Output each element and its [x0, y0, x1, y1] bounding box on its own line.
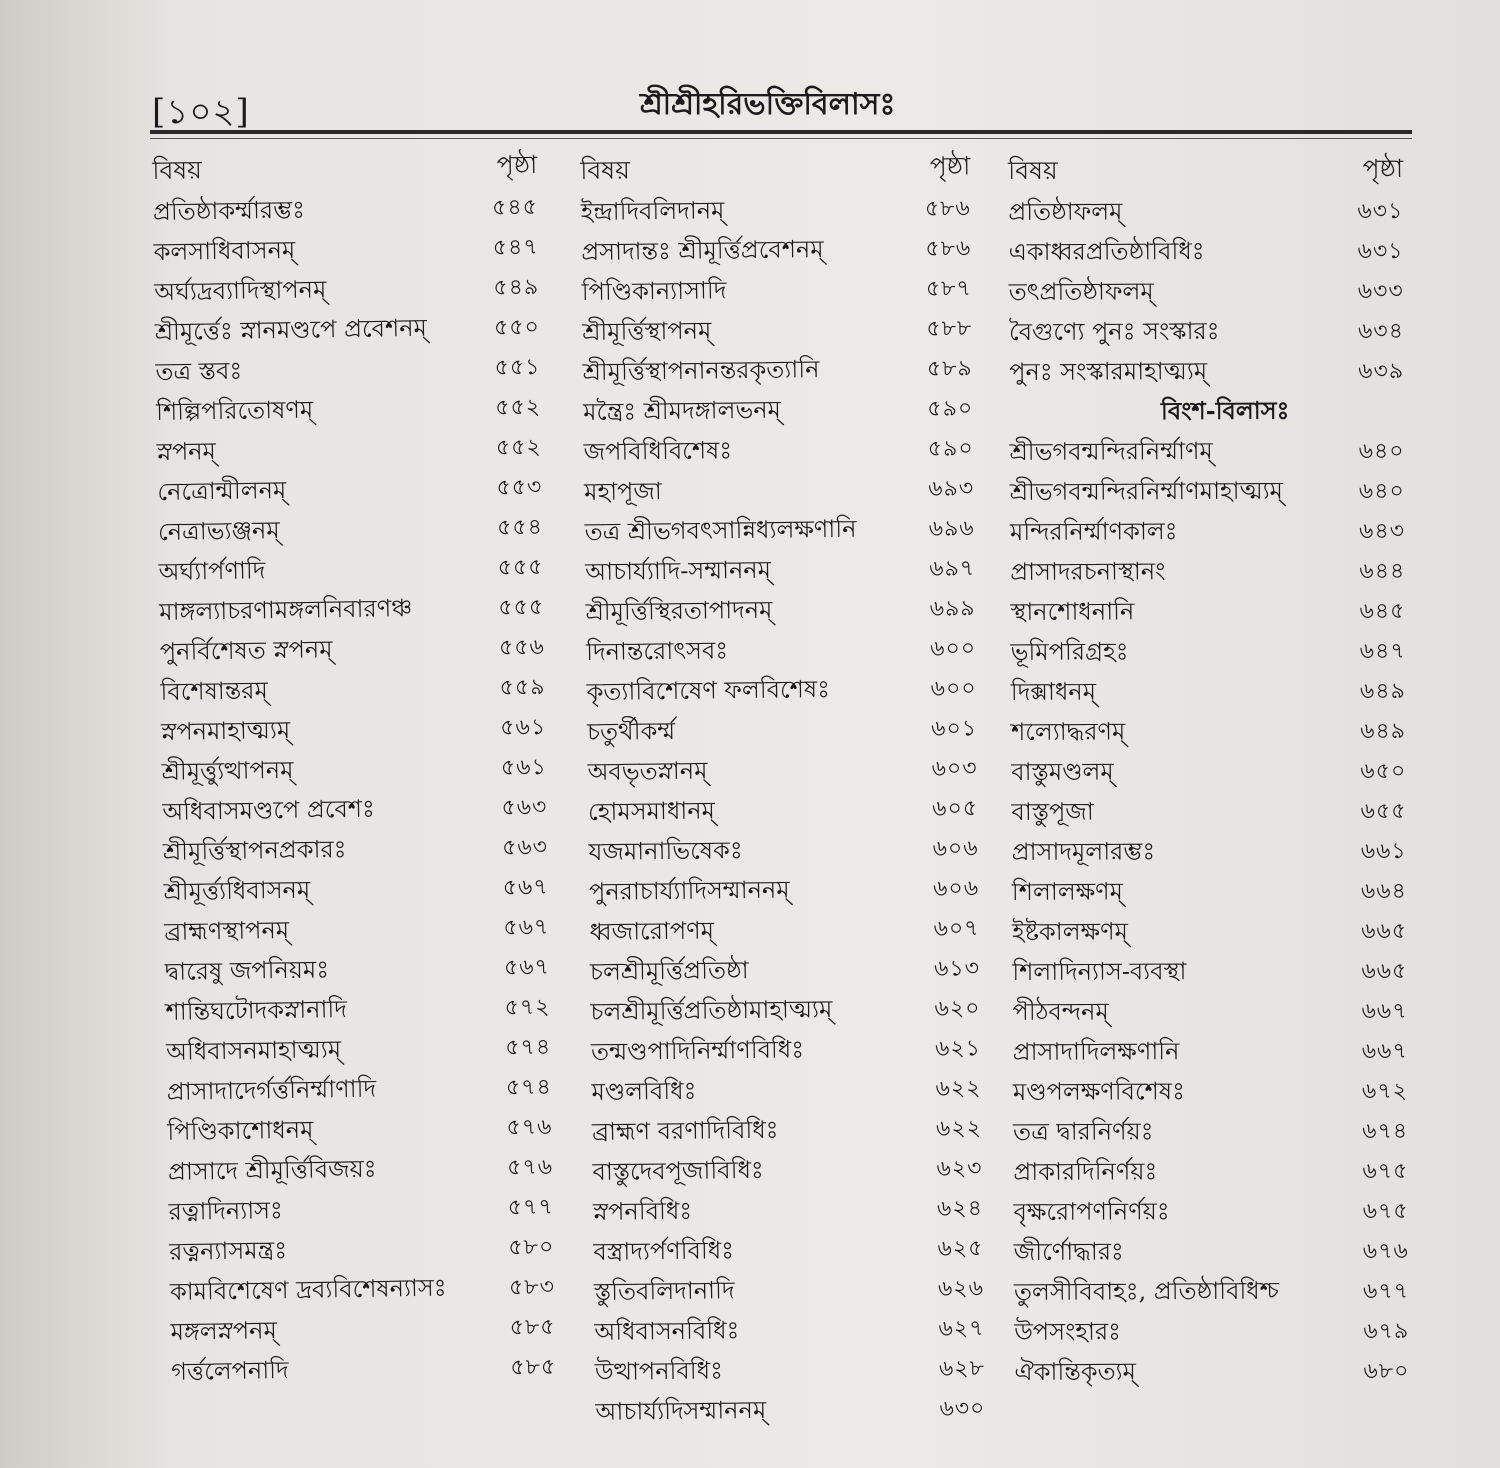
- entry-page: ৬২১: [934, 1035, 982, 1062]
- entry-title: মাঙ্গল্যাচরণামঙ্গলনিবারণঞ্চ: [159, 593, 413, 626]
- toc-entry: [1012, 872, 1407, 914]
- entry-title: শ্রীমূর্ত্তিস্থাপনপ্রকারঃ: [162, 835, 347, 866]
- entry-page: ৬৬১: [1360, 838, 1407, 864]
- entry-page: ৬০৩: [931, 755, 978, 782]
- toc-entry: [593, 1189, 983, 1234]
- entry-title: ঐকান্তিকৃত্যম্: [1014, 1357, 1137, 1386]
- header-rule-thin: [150, 138, 1412, 139]
- entry-title: রত্নন্যাসমন্ত্রঃ: [169, 1236, 288, 1266]
- entry-list: [1008, 192, 1409, 1394]
- entry-title: যজমানাভিষেকঃ: [588, 836, 743, 866]
- toc-entry: [1009, 432, 1404, 474]
- entry-title: স্নপনম্: [156, 437, 217, 466]
- section-heading: [1009, 392, 1404, 434]
- entry-title: অবভৃতস্নানম্: [587, 756, 708, 786]
- entry-page: ৬৯৯: [929, 595, 976, 622]
- entry-page: ৬৪৯: [1360, 718, 1407, 744]
- entry-title: অধিবাসনবিধিঃ: [594, 1316, 740, 1346]
- entry-page: ৫৮৫: [510, 1354, 557, 1381]
- entry-title: অধিবাসমণ্ডপে প্রবেশঃ: [162, 794, 376, 826]
- entry-page: ৫৯০: [927, 435, 974, 462]
- entry-title: প্রাসাদমূলারম্ভঃ: [1011, 837, 1156, 866]
- entry-page: ৬৬৫: [1361, 918, 1408, 944]
- toc-entry: [594, 1269, 984, 1314]
- entry-title: বৃক্ষরোপণনির্ণয়ঃ: [1013, 1197, 1170, 1226]
- entry-page: ৫৭৬: [506, 1114, 553, 1141]
- toc-entry: [591, 1029, 981, 1074]
- entry-page: ৬২৩: [936, 1155, 983, 1182]
- entry-title: প্রাসাদাদের্গর্ত্তনির্ম্মাণাদি: [166, 1074, 377, 1106]
- toc-entry: [1012, 952, 1407, 994]
- entry-page: ৬২২: [935, 1115, 983, 1142]
- entry-title: ব্রাহ্মণস্থাপনম্: [164, 915, 290, 946]
- toc-entry: [595, 1349, 985, 1394]
- toc-entry: [1011, 672, 1406, 714]
- entry-title: শ্রীভগবন্মন্দিরনির্ম্মাণমাহাত্ম্যম্: [1009, 476, 1284, 506]
- entry-page: ৫৭৬: [506, 1154, 554, 1181]
- entry-page: ৫৮০: [508, 1234, 555, 1261]
- entry-title: পুনঃ সংস্কারমাহাত্ম্যম্: [1009, 356, 1208, 386]
- toc-entry: [155, 348, 541, 394]
- toc-entry: [583, 389, 973, 434]
- toc-entry: [1013, 1192, 1408, 1234]
- entry-page: ৫৮৭: [925, 275, 972, 302]
- entry-page: ৬৩৯: [1358, 358, 1405, 384]
- entry-page: ৬৫০: [1360, 758, 1407, 784]
- entry-page: ৬৪৫: [1359, 598, 1406, 624]
- entry-title: শ্রীমূর্ত্তিস্থাপনানন্তরকৃত্যানি: [582, 355, 820, 386]
- toc-entry: [583, 429, 973, 474]
- entry-page: ৬৮০: [1363, 1358, 1410, 1384]
- entry-page: ৬২২: [935, 1075, 982, 1102]
- entry-page: ৫৫১: [494, 354, 541, 381]
- toc-entry: [581, 189, 971, 234]
- toc-entry: [1009, 272, 1404, 314]
- entry-title: শ্রীমূর্ত্ত্যধিবাসনম্: [163, 875, 311, 906]
- toc-entry: [590, 989, 980, 1034]
- toc-entry: [1012, 832, 1407, 874]
- entry-page: ৬৯৩: [928, 475, 975, 502]
- entry-title: শিল্পিপরিতোষণম্: [155, 395, 314, 426]
- entry-title: উত্থাপনবিধিঃ: [594, 1356, 724, 1386]
- entry-page: ৬০০: [930, 675, 977, 702]
- entry-page: ৫৬৩: [501, 794, 548, 821]
- entry-title: আচার্য্যাদি-সম্মাননম্: [584, 555, 772, 586]
- entry-title: শ্রীমূর্ত্তেঃ স্নানমণ্ডপে প্রবেশনম্: [154, 313, 428, 346]
- toc-entry: [170, 1308, 556, 1354]
- entry-title: চলশ্রীমূর্ত্তিপ্রতিষ্ঠা: [589, 956, 749, 986]
- entry-page: ৫৫৯: [499, 674, 546, 701]
- entry-page: ৫৪৭: [492, 234, 539, 261]
- entry-page: ৬২০: [934, 995, 981, 1022]
- toc-entry: [592, 1109, 982, 1154]
- toc-entry: [593, 1229, 983, 1274]
- entry-page: ৬২৫: [937, 1235, 984, 1262]
- entry-page: ৬৪৪: [1359, 558, 1406, 584]
- entry-page: ৬০৫: [932, 795, 979, 822]
- toc-entry: [158, 508, 544, 554]
- entry-title: প্রতিষ্ঠাকর্ম্মারম্ভঃ: [152, 195, 306, 226]
- toc-entry: [582, 269, 972, 314]
- entry-page: ৫৬৩: [501, 834, 549, 861]
- entry-title: পিণ্ডিকান্যাসাদি: [581, 276, 727, 306]
- entry-title: চতুর্থীকর্ম্ম: [586, 716, 676, 746]
- entry-page: ৬২৭: [938, 1315, 985, 1342]
- entry-title: শিলাদিন্যাস-ব্যবস্থা: [1012, 957, 1187, 986]
- entry-title: রত্নাদিন্যাসঃ: [168, 1196, 284, 1226]
- toc-entry: [160, 668, 546, 714]
- toc-entry: [1014, 1272, 1409, 1314]
- entry-title: দিনান্তরোৎসবঃ: [585, 636, 729, 666]
- entry-page: ৬২৮: [938, 1355, 986, 1382]
- toc-entry: [1011, 752, 1406, 794]
- toc-entry: [595, 1389, 985, 1434]
- subject-label: বিষয়: [580, 155, 631, 185]
- toc-entry: [164, 908, 550, 954]
- entry-title: শিলালক্ষণম্: [1011, 877, 1124, 906]
- entry-page: ৬৩০: [939, 1395, 986, 1422]
- toc-entry: [160, 628, 546, 674]
- subject-label: বিষয়: [1008, 155, 1058, 185]
- entry-title: স্নপনমাহাত্ম্যম্: [160, 715, 291, 746]
- entry-page: ৫৭৪: [505, 1074, 552, 1101]
- entry-page: ৬৯৭: [929, 555, 976, 582]
- toc-entry: [589, 869, 979, 914]
- toc-entry: [153, 228, 539, 274]
- entry-title: মঙ্গলস্নপনম্: [170, 1316, 278, 1346]
- entry-title: কৃত্যাবিশেষেণ ফলবিশেষঃ: [586, 674, 831, 706]
- entry-page: ৫৭২: [504, 994, 551, 1021]
- entry-title: জীর্ণোদ্ধারঃ: [1013, 1237, 1124, 1266]
- entry-page: ৬৩১: [1357, 238, 1404, 264]
- toc-entry: [584, 509, 974, 554]
- entry-title: উপসংহারঃ: [1014, 1317, 1122, 1346]
- entry-page: ৫৬১: [500, 754, 547, 781]
- entry-page: ৬৪০: [1358, 478, 1405, 504]
- header-rule: [150, 130, 1412, 134]
- entry-title: স্নপনবিধিঃ: [592, 1196, 693, 1226]
- toc-entry: [590, 949, 980, 994]
- toc-entry: [158, 548, 544, 594]
- entry-page: ৫৫৪: [496, 514, 544, 541]
- entry-title: নেত্রোন্মীলনম্: [157, 475, 287, 506]
- toc-entry: [586, 629, 976, 674]
- toc-entry: [154, 268, 540, 314]
- entry-title: মন্ত্রৈঃ শ্রীমদঙ্গালভনম্: [583, 395, 782, 426]
- toc-entry: [1010, 472, 1405, 514]
- entry-title: তুলসীবিবাহঃ, প্রতিষ্ঠাবিধিশ্চ: [1013, 1276, 1279, 1306]
- entry-title: মহাপূজা: [584, 477, 662, 506]
- toc-entry: [171, 1348, 557, 1394]
- entry-page: ৫৬৭: [502, 874, 549, 901]
- entry-page: ৬২৪: [936, 1195, 984, 1222]
- entry-title: কামবিশেষেণ দ্রব্যবিশেষন্যাসঃ: [169, 1273, 447, 1306]
- entry-title: দ্বারেষু জপনিয়মঃ: [164, 955, 330, 986]
- toc-entry: [169, 1228, 555, 1274]
- toc-entry: [1011, 632, 1406, 674]
- toc-entry: [585, 589, 975, 634]
- entry-page: ৬১৩: [933, 955, 981, 982]
- toc-entry: [1008, 192, 1403, 234]
- entry-title: ব্রাহ্মণ বরণাদিবিধিঃ: [591, 1115, 779, 1146]
- entry-page: ৬৬৭: [1361, 1038, 1408, 1064]
- toc-entry: [1013, 1072, 1408, 1114]
- entry-page: ৬৪৩: [1359, 518, 1406, 544]
- entry-title: অর্ঘ্যার্পণাদি: [158, 556, 266, 586]
- toc-entry: [587, 709, 977, 754]
- entry-title: বাস্তুমণ্ডলম্: [1011, 757, 1114, 786]
- toc-entry: [155, 308, 541, 354]
- contents-column-3: [1008, 148, 1410, 1394]
- entry-title: প্রাসাদে শ্রীমূর্ত্তিবিজয়ঃ: [167, 1154, 377, 1186]
- toc-entry: [592, 1149, 982, 1194]
- toc-entry: [1009, 312, 1404, 354]
- toc-entry: [161, 748, 547, 794]
- entry-title: ধ্বজারোপণম্: [589, 916, 715, 946]
- entry-page: ৬৩৪: [1357, 318, 1405, 344]
- toc-entry: [1014, 1312, 1409, 1354]
- entry-page: ৬৪৭: [1359, 638, 1406, 664]
- entry-title: বাস্তুপূজা: [1011, 797, 1094, 826]
- toc-entry: [587, 749, 977, 794]
- entry-title: পিণ্ডিকাশোধনম্: [167, 1115, 314, 1146]
- entry-title: শ্রীমূর্ত্তিস্থাপনম্: [582, 316, 712, 346]
- toc-entry: [581, 229, 971, 274]
- entry-title: শ্রীমূর্ত্ত্যুত্থাপনম্: [161, 755, 294, 786]
- toc-entry: [156, 388, 542, 434]
- toc-entry: [159, 588, 545, 634]
- toc-entry: [167, 1108, 553, 1154]
- toc-entry: [161, 708, 547, 754]
- entry-title: কলসাধিবাসনম্: [153, 235, 296, 266]
- toc-entry: [170, 1268, 556, 1314]
- toc-entry: [1010, 552, 1405, 594]
- entry-page: ৫৮৩: [508, 1274, 556, 1301]
- toc-entry: [1010, 512, 1405, 554]
- entry-page: ৬৬৪: [1360, 878, 1407, 904]
- toc-entry: [163, 868, 549, 914]
- entry-title: মন্দিরনির্ম্মাণকালঃ: [1009, 517, 1178, 546]
- entry-page: ৫৮৮: [926, 315, 973, 342]
- toc-entry: [1011, 792, 1406, 834]
- entry-page: ৫৫২: [495, 434, 542, 461]
- toc-entry: [168, 1148, 554, 1194]
- entry-page: ৫৭৭: [507, 1194, 554, 1221]
- contents-column-1: [152, 144, 556, 1394]
- toc-entry: [586, 669, 976, 714]
- page-label: পৃষ্ঠা: [929, 151, 971, 181]
- entry-title: মণ্ডলবিধিঃ: [591, 1076, 697, 1106]
- entry-title: তত্র শ্রীভগবৎসান্নিধ্যলক্ষণানি: [584, 514, 857, 546]
- entry-title: একাধ্বরপ্রতিষ্ঠাবিধিঃ: [1008, 236, 1205, 266]
- entry-title: দিক্সাধনম্: [1010, 677, 1097, 706]
- entry-page: ৬৭৪: [1362, 1118, 1409, 1144]
- toc-entry: [168, 1188, 554, 1234]
- entry-title: শল্যোদ্ধরণম্: [1010, 717, 1126, 746]
- entry-page: ৬৩১: [1357, 198, 1404, 224]
- toc-entry: [588, 829, 978, 874]
- entry-title: প্রতিষ্ঠাফলম্: [1008, 197, 1123, 226]
- entry-title: পীঠবন্দনম্: [1012, 997, 1109, 1026]
- entry-title: স্থানশোধনানি: [1010, 597, 1135, 626]
- entry-page: ৫৪৯: [493, 274, 540, 301]
- entry-page: ৬৩৩: [1357, 278, 1404, 304]
- entry-page: ৬৪০: [1358, 438, 1405, 464]
- entry-title: অধিবাসনমাহাত্ম্যম্: [165, 1035, 342, 1066]
- entry-list: [581, 189, 986, 1434]
- entry-page: ৬৫৫: [1360, 798, 1407, 824]
- contents-column-2: [580, 145, 986, 1434]
- toc-entry: [156, 428, 542, 474]
- entry-title: গর্ত্তলেপনাদি: [170, 1356, 289, 1386]
- entry-title: ইষ্টকালক্ষণম্: [1012, 917, 1128, 946]
- entry-title: পুনর্বিশেষত স্নপনম্: [159, 635, 333, 666]
- toc-entry: [594, 1309, 984, 1354]
- entry-title: আচার্য্যদিসম্মাননম্: [595, 1395, 767, 1426]
- entry-title: বস্ত্রাদ্যর্পণবিধিঃ: [593, 1236, 735, 1266]
- entry-page: ৫৮৬: [924, 195, 971, 222]
- page-label: পৃষ্ঠা: [496, 149, 538, 180]
- entry-list: [153, 188, 557, 1394]
- entry-page: ৫৫৫: [497, 554, 544, 581]
- toc-entry: [1014, 1232, 1409, 1274]
- entry-title: ভূমিপরিগ্রহঃ: [1010, 637, 1129, 666]
- toc-entry: [1013, 1112, 1408, 1154]
- toc-entry: [167, 1068, 553, 1114]
- toc-entry: [1013, 1152, 1408, 1194]
- entry-page: ৫৬৭: [503, 914, 550, 941]
- entry-title: স্তুতিবলিদানাদি: [593, 1276, 735, 1306]
- toc-entry: [1012, 992, 1407, 1034]
- entry-title: অর্ঘ্যদ্রব্যাদিস্থাপনম্: [154, 275, 327, 306]
- toc-entry: [163, 828, 549, 874]
- entry-page: ৫৬১: [500, 714, 547, 741]
- entry-page: ৬৭৫: [1362, 1198, 1409, 1224]
- toc-entry: [1009, 352, 1404, 394]
- toc-entry: [1013, 1032, 1408, 1074]
- entry-title: প্রাকারদিনির্ণয়ঃ: [1013, 1157, 1158, 1186]
- entry-title: তৎপ্রতিষ্ঠাফলম্: [1008, 277, 1154, 306]
- toc-entry: [585, 549, 975, 594]
- entry-title: ইন্দ্রাদিবলিদানম্: [580, 196, 725, 226]
- entry-title: বিশেষান্তরম্: [160, 676, 269, 706]
- entry-page: ৬০০: [930, 635, 977, 662]
- entry-page: ৬০৬: [932, 875, 980, 902]
- entry-page: ৬৭২: [1361, 1078, 1408, 1104]
- entry-page: ৬২৬: [937, 1275, 985, 1302]
- entry-title: তন্মণ্ডপাদিনির্ম্মাণবিধিঃ: [590, 1035, 805, 1066]
- toc-entry: [1011, 712, 1406, 754]
- subject-label: বিষয়: [152, 155, 203, 185]
- entry-page: ৫৫৬: [498, 634, 546, 661]
- entry-page: ৫৫৫: [498, 594, 545, 621]
- entry-page: ৬৭৬: [1362, 1238, 1409, 1264]
- entry-page: ৬৬৫: [1361, 958, 1408, 984]
- section-title: বিংশ-বিলাসঃ: [1160, 395, 1290, 426]
- entry-page: ৫৫২: [495, 394, 542, 421]
- toc-entry: [165, 948, 551, 994]
- entry-page: ৫৭৪: [505, 1034, 552, 1061]
- toc-entry: [1010, 592, 1405, 634]
- column-header: [580, 145, 971, 194]
- entry-page: ৫৪৫: [491, 194, 539, 221]
- toc-entry: [588, 789, 978, 834]
- column-header: [1008, 148, 1403, 194]
- page-label: পৃষ্ঠা: [1362, 153, 1404, 184]
- toc-entry: [153, 188, 539, 234]
- toc-entry: [589, 909, 979, 954]
- entry-page: ৬৭৫: [1362, 1158, 1409, 1184]
- entry-page: ৫৫৩: [496, 474, 543, 501]
- toc-entry: [162, 788, 548, 834]
- toc-entry: [1012, 912, 1407, 954]
- entry-title: শ্রীভগবন্মন্দিরনির্ম্মাণম্: [1009, 436, 1213, 466]
- toc-entry: [582, 349, 972, 394]
- entry-page: ৬০৭: [933, 915, 980, 942]
- entry-title: প্রাসাদাদিলক্ষণানি: [1012, 1037, 1180, 1066]
- entry-page: ৫৮৫: [509, 1314, 556, 1341]
- entry-title: মণ্ডপলক্ষণবিশেষঃ: [1012, 1077, 1185, 1106]
- entry-page: ৬৭৯: [1363, 1318, 1410, 1344]
- entry-title: পুনরাচার্য্যাদিসম্মাননম্: [588, 875, 790, 906]
- entry-page: ৬০১: [931, 715, 978, 742]
- entry-title: নেত্রাভ্যঞ্জনম্: [157, 516, 280, 546]
- entry-page: ৬৪৯: [1359, 678, 1406, 704]
- entry-page: ৬৭৭: [1362, 1278, 1410, 1304]
- entry-title: প্রাসাদরচনাস্থানং: [1010, 557, 1166, 586]
- toc-entry: [165, 988, 551, 1034]
- entry-page: ৬০৬: [932, 835, 979, 862]
- toc-entry: [584, 469, 974, 514]
- entry-title: বৈগুণ্যে পুনঃ সংস্কারঃ: [1008, 316, 1220, 346]
- entry-title: জপবিধিবিশেষঃ: [583, 436, 733, 466]
- entry-title: চলশ্রীমূর্ত্তিপ্রতিষ্ঠামাহাত্ম্যম্: [590, 994, 833, 1026]
- entry-title: হোমসমাধানম্: [587, 796, 716, 826]
- column-header: [152, 144, 538, 194]
- toc-entry: [166, 1028, 552, 1074]
- toc-entry: [157, 468, 543, 514]
- entry-page: ৫৬৭: [503, 954, 551, 981]
- entry-page: ৬৯৬: [928, 515, 975, 542]
- book-title: শ্রীশ্রীহরিভক্তিবিলাসঃ: [640, 87, 896, 122]
- entry-page: ৫৫০: [493, 314, 541, 341]
- entry-title: বাস্তুদেবপূজাবিধিঃ: [592, 1155, 764, 1186]
- entry-page: ৫৯০: [927, 395, 974, 422]
- toc-entry: [582, 309, 972, 354]
- entry-title: তত্র স্তবঃ: [155, 356, 243, 386]
- toc-entry: [591, 1069, 981, 1114]
- entry-title: তত্র দ্বারনির্ণয়ঃ: [1013, 1117, 1154, 1146]
- toc-entry: [1008, 232, 1403, 274]
- entry-title: শান্তিঘটোদকস্নানাদি: [165, 995, 348, 1026]
- entry-page: ৬৬৭: [1361, 998, 1408, 1024]
- page-number: [১০২]: [152, 92, 250, 132]
- entry-page: ৫৮৬: [925, 235, 972, 262]
- toc-entry: [1014, 1352, 1409, 1394]
- entry-page: ৫৮৯: [926, 355, 973, 382]
- entry-title: শ্রীমূর্ত্তিস্থিরতাপাদনম্: [585, 595, 773, 626]
- entry-title: প্রসাদান্তঃ শ্রীমূর্ত্তিপ্রবেশনম্: [581, 235, 824, 266]
